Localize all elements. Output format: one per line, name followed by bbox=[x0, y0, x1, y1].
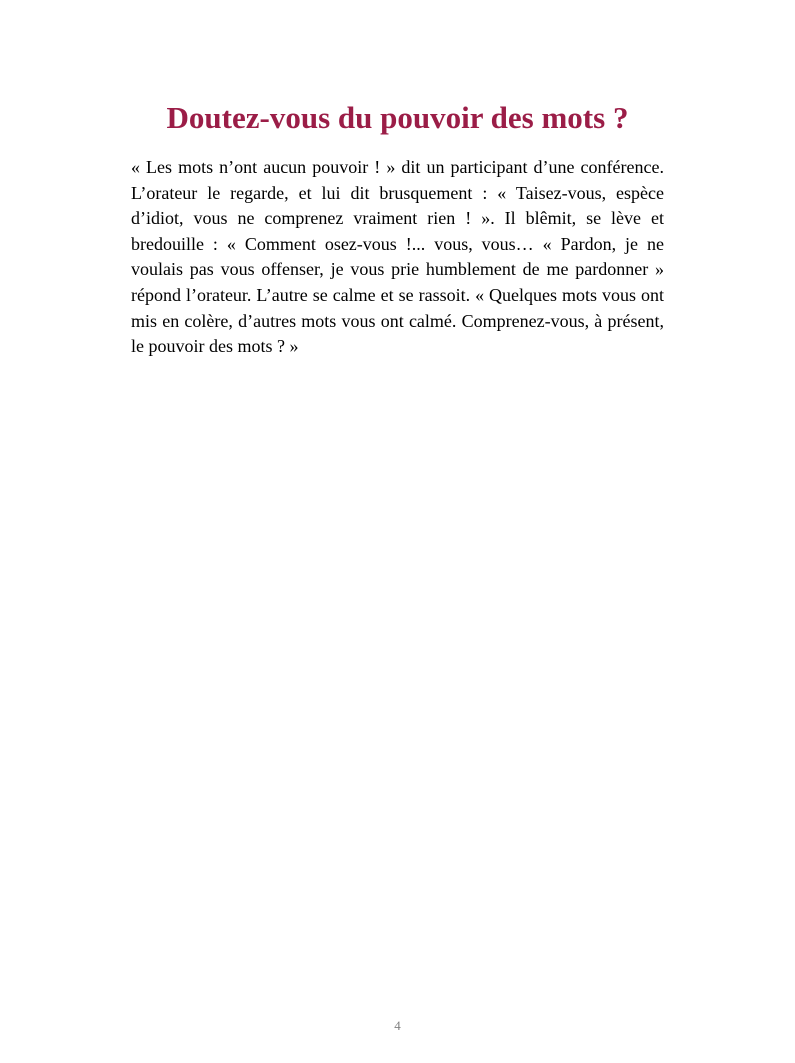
page-number: 4 bbox=[394, 1018, 401, 1033]
body-paragraph: « Les mots n’ont aucun pouvoir ! » dit un participant d’une conférence. L’orateur le regarde, et lui dit brusquement : « Taisez-vous, espèce d’idiot, vous ne comprenez vraiment rien ! ». Il blêmit, se lève et bredouille : « Comment osez-vous !... vous, vous… « Pardon, je ne voulais pas vous offenser, je vous prie humblement de me pardonner » répond l’orateur. L’autre se calme et se rassoit. « Quelques mots vous ont mis en colère, d’autres mots vous ont calmé. Comprenez-vous, à présent, le pouvoir des mots ? » bbox=[131, 157, 664, 357]
page-title: Doutez-vous du pouvoir des mots ? bbox=[166, 100, 629, 135]
